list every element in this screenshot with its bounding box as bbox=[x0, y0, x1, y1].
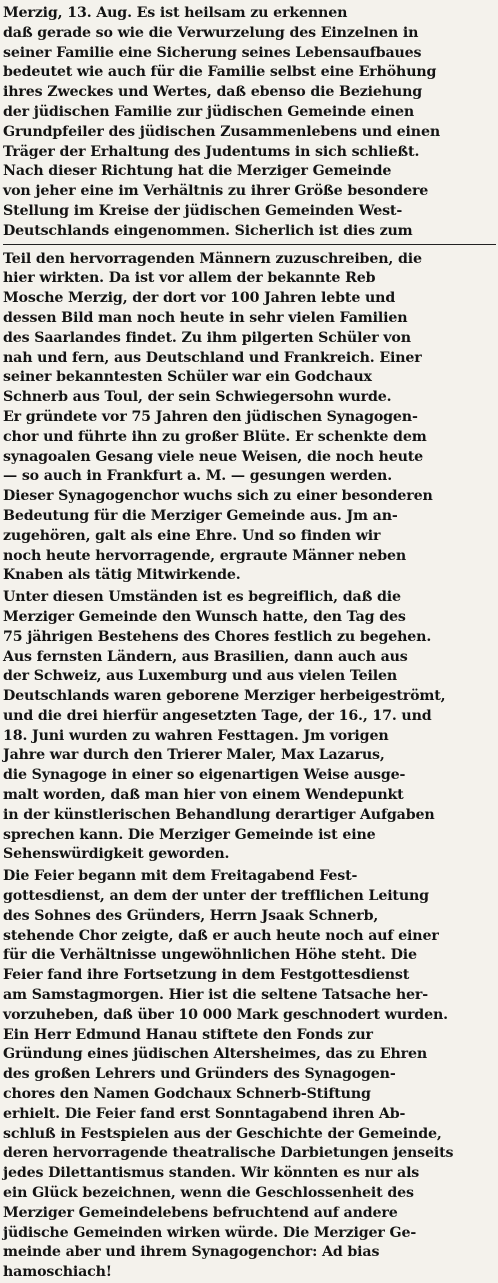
text-line: bedeutet wie auch für die Familie selbst eine Erhöhung bbox=[3, 64, 437, 81]
text-line: Gründung eines jüdischen Altersheimes, das zu Ehren bbox=[3, 1046, 428, 1063]
text-line: Merzig, 13. Aug. Es ist heilsam zu erkennen bbox=[3, 5, 348, 21]
text-line: Deutschlands eingenommen. Sicherlich ist dies zum bbox=[3, 222, 413, 239]
text-line: der jüdischen Familie zur jüdischen Gemeinde einen bbox=[3, 103, 415, 120]
text-line: am Samstagmorgen. Hier ist die seltene Tatsache her- bbox=[3, 987, 428, 1004]
text-line: deren hervorragende theatralische Darbietungen jenseits bbox=[3, 1145, 454, 1162]
text-line: des großen Lehrers und Gründers des Synagogen- bbox=[3, 1066, 396, 1083]
text-line: ein Glück bezeichnen, wenn die Geschlossenheit des bbox=[3, 1185, 414, 1202]
text-line: Ein Herr Edmund Hanau stiftete den Fonds zur bbox=[3, 1026, 373, 1043]
text-line: jedes Dilettantismus standen. Wir könnten es nur als bbox=[3, 1165, 420, 1182]
text-line: des Sohnes des Gründers, Herrn Jsaak Schnerb, bbox=[3, 907, 379, 924]
text-line: Knaben als tätig Mitwirkende. bbox=[3, 567, 241, 584]
text-line: Merziger Gemeinde den Wunsch hatte, den Tag des bbox=[3, 608, 406, 625]
text-line: seiner bekanntesten Schüler war ein Godchaux bbox=[3, 369, 372, 386]
text-line: stehende Chor zeigte, daß er auch heute noch auf einer bbox=[3, 927, 439, 944]
text-line: des Saarlandes findet. Zu ihm pilgerten Schüler von bbox=[3, 329, 411, 346]
text-line: Bedeutung für die Merziger Gemeinde aus. Jm an- bbox=[3, 507, 398, 524]
text-line: 18. Juni wurden zu wahren Festtagen. Jm vorigen bbox=[3, 727, 389, 744]
text-line: jüdische Gemeinden wirken würde. Die Merziger Ge- bbox=[3, 1224, 417, 1241]
article-block-2 bbox=[3, 250, 496, 587]
text-line: dessen Bild man noch heute in sehr vielen Familien bbox=[3, 309, 408, 326]
text-line: daß gerade so wie die Verwurzelung des Einzelnen in bbox=[3, 24, 419, 41]
text-line: der Schweiz, aus Luxemburg und aus vielen Teilen bbox=[3, 668, 398, 685]
text-line: Dieser Synagogenchor wuchs sich zu einer besonderen bbox=[3, 488, 433, 505]
text-line: Stellung im Kreise der jüdischen Gemeinden West- bbox=[3, 202, 403, 219]
text-line: und die drei hierfür angesetzten Tage, der 16., 17. und bbox=[3, 707, 432, 724]
text-line: synagoalen Gesang viele neue Weisen, die noch heute bbox=[3, 448, 424, 465]
text-line: Nach dieser Richtung hat die Merziger Gemeinde bbox=[3, 163, 392, 180]
text-line: malt worden, daß man hier von einem Wendepunkt bbox=[3, 787, 404, 804]
text-line: chor und führte ihn zu großer Blüte. Er schenkte dem bbox=[3, 428, 427, 445]
text-line: sprechen kann. Die Merziger Gemeinde ist eine bbox=[3, 826, 376, 843]
text-line: seiner Familie eine Sicherung seines Lebensaufbaues bbox=[3, 44, 422, 61]
column-divider-rule bbox=[3, 244, 496, 245]
text-line: noch heute hervorragende, ergraute Männer neben bbox=[3, 547, 407, 564]
text-line: die Synagoge in einer so eigenartigen Weise ausge- bbox=[3, 767, 406, 784]
newspaper-clipping bbox=[0, 4, 498, 1281]
text-line: erhielt. Die Feier fand erst Sonntagabend ihren Ab- bbox=[3, 1105, 406, 1122]
text-line: ihres Zweckes und Wertes, daß ebenso die Beziehung bbox=[3, 84, 423, 101]
text-line: meinde aber und ihrem Synagogenchor: Ad bias bbox=[3, 1244, 380, 1261]
text-line: Mosche Merzig, der dort vor 100 Jahren lebte und bbox=[3, 290, 396, 307]
text-line: Träger der Erhaltung des Judentums in sich schließt. bbox=[3, 143, 420, 160]
text-line: Sehenswürdigkeit geworden. bbox=[3, 846, 230, 863]
text-line: nah und fern, aus Deutschland und Frankreich. Einer bbox=[3, 349, 422, 366]
text-line: — so auch in Frankfurt a. M. — gesungen werden. bbox=[3, 468, 392, 485]
text-line: in der künstlerischen Behandlung derartiger Aufgaben bbox=[3, 806, 435, 823]
text-line: hamoschiach! bbox=[3, 1264, 112, 1281]
article-block-4 bbox=[3, 867, 496, 1283]
text-line: Jahre war durch den Trierer Maler, Max Lazarus, bbox=[3, 747, 385, 764]
article-block-1 bbox=[3, 4, 496, 242]
text-line: Merziger Gemeindelebens befruchtend auf andere bbox=[3, 1204, 398, 1221]
text-line: 75 jährigen Bestehens des Chores festlich zu begehen. bbox=[3, 628, 432, 645]
text-line: Teil den hervorragenden Männern zuzuschreiben, die bbox=[3, 250, 422, 267]
text-line: von jeher eine im Verhältnis zu ihrer Größe besondere bbox=[3, 183, 429, 200]
text-line: Deutschlands waren geborene Merziger herbeigeströmt, bbox=[3, 688, 446, 705]
text-line: chores den Namen Godchaux Schnerb-Stiftung bbox=[3, 1086, 371, 1103]
text-line: schluß in Festspielen aus der Geschichte der Gemeinde, bbox=[3, 1125, 442, 1142]
text-line: Aus fernsten Ländern, aus Brasilien, dann auch aus bbox=[3, 648, 408, 665]
text-line: Grundpfeiler des jüdischen Zusammenlebens und einen bbox=[3, 123, 440, 140]
text-line: Schnerb aus Toul, der sein Schwiegersohn wurde. bbox=[3, 389, 392, 406]
text-line: zugehören, galt als eine Ehre. Und so finden wir bbox=[3, 527, 381, 544]
text-line: hier wirkten. Da ist vor allem der bekannte Reb bbox=[3, 270, 376, 287]
text-line: für die Verhältnisse ungewöhnlichen Höhe steht. Die bbox=[3, 947, 417, 964]
text-line: Er gründete vor 75 Jahren den jüdischen Synagogen- bbox=[3, 408, 418, 425]
text-line: vorzuheben, daß über 10 000 Mark geschnodert wurden. bbox=[3, 1006, 448, 1023]
article-block-3 bbox=[3, 588, 496, 865]
text-line: Unter diesen Umständen ist es begreiflich, daß die bbox=[3, 589, 401, 606]
text-line: Die Feier begann mit dem Freitagabend Fest- bbox=[3, 868, 358, 885]
text-line: gottesdienst, an dem der unter der trefflichen Leitung bbox=[3, 888, 429, 905]
text-line: Feier fand ihre Fortsetzung in dem Festgottesdienst bbox=[3, 967, 410, 984]
